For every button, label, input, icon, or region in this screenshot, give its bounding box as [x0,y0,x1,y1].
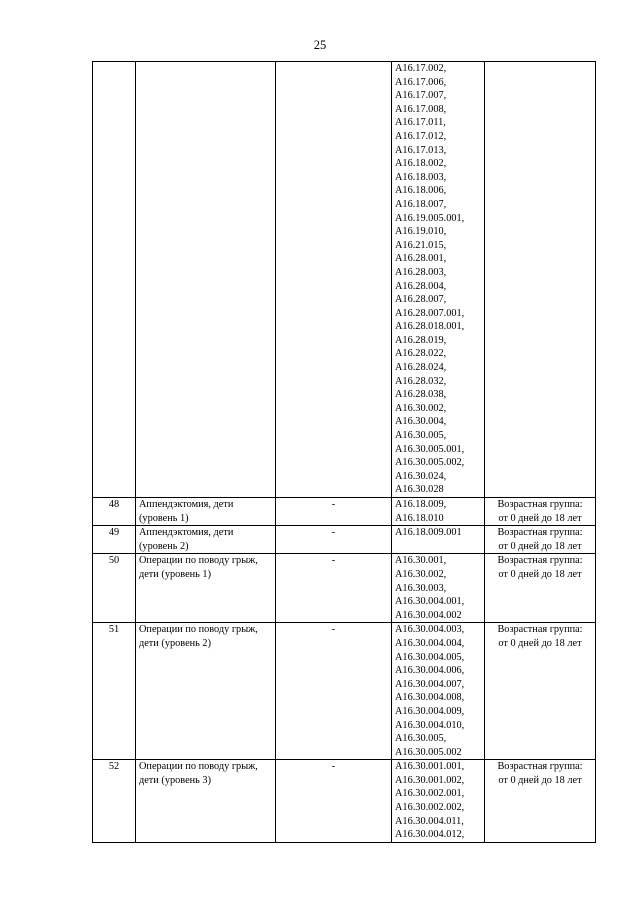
criteria-cell [485,623,596,760]
criteria-line: Возрастная группа: [497,555,583,567]
diagnosis-code-cell [276,760,392,843]
diagnosis-code: - [331,527,336,539]
row-number: 49 [108,527,120,539]
diagnosis-code-cell [276,554,392,623]
table-row [93,554,596,623]
criteria-cell [485,526,596,554]
criteria-line: Возрастная группа: [497,624,583,636]
criteria-line: от 0 дней до 18 лет [498,568,582,580]
service-code: A16.18.007, [395,198,447,210]
diagnosis-code-cell [276,526,392,554]
service-code: A16.30.028 [395,484,444,496]
group-name-cell [136,62,276,498]
service-code: A16.18.006, [395,185,447,197]
service-code: A16.30.003, [395,582,447,594]
service-code: A16.28.007.001, [395,307,465,319]
criteria-cell [485,62,596,498]
group-name-line: Операции по поводу грыж, [139,624,258,636]
service-code: A16.18.009.001 [395,527,462,539]
service-code: A16.30.004.001, [395,596,465,608]
service-codes-cell [392,554,485,623]
diagnosis-code-cell [276,498,392,526]
criteria-line: Возрастная группа: [497,499,583,510]
service-code: A16.30.024, [395,470,447,482]
service-code: A16.28.022, [395,348,447,360]
criteria-line: от 0 дней до 18 лет [498,774,582,786]
table-row [93,498,596,526]
service-code: A16.28.024, [395,362,447,374]
service-code: A16.30.001, [395,555,447,567]
diagnosis-code-cell [276,623,392,760]
service-code: A16.30.005, [395,733,447,745]
service-codes-cell [392,526,485,554]
service-code: A16.28.018.001, [395,321,465,333]
criteria-line: Возрастная группа: [497,527,583,539]
service-code: A16.28.003, [395,266,447,278]
row-number-cell [93,498,136,526]
criteria-cell [485,554,596,623]
service-code: A16.19.010, [395,226,447,238]
service-code: A16.28.001, [395,253,447,265]
service-codes-cell [392,62,485,498]
service-code: A16.19.005.001, [395,212,465,224]
service-code: A16.30.004.002 [395,609,462,621]
service-code: A16.28.032, [395,375,447,387]
service-code: A16.17.012, [395,130,447,142]
row-number: 52 [108,761,120,773]
service-code: A16.28.019, [395,334,447,346]
table-row [93,526,596,554]
diagnosis-code: - [331,555,336,567]
service-code: A16.30.001.001, [395,761,465,773]
criteria-line: от 0 дней до 18 лет [498,540,582,552]
service-code: A16.30.004, [395,416,447,428]
group-name-cell [136,623,276,760]
service-code: A16.30.004.003, [395,624,465,636]
service-code: A16.30.001.002, [395,774,465,786]
service-code: A16.30.002.001, [395,788,465,800]
service-code: A16.18.002, [395,158,447,170]
service-code: A16.17.011, [395,117,446,129]
row-number-cell [93,623,136,760]
group-name-line: Аппендэктомия, дети [139,499,234,510]
service-code: A16.18.010 [395,512,444,524]
criteria-cell [485,760,596,843]
service-code: A16.30.005.002, [395,457,465,469]
diagnosis-code: - [331,499,336,510]
service-codes-cell [392,498,485,526]
service-code: A16.30.004.007, [395,678,465,690]
page-number: 25 [313,38,327,52]
service-codes-cell [392,623,485,760]
service-code: A16.30.004.010, [395,719,465,731]
service-code: A16.30.002.002, [395,802,465,814]
criteria-line: Возрастная группа: [497,761,583,773]
row-number: 48 [108,499,120,510]
row-number-cell [93,760,136,843]
table-row [93,760,596,843]
table-body [93,62,596,843]
service-code: A16.30.002, [395,402,447,414]
criteria-cell [485,498,596,526]
row-number: 51 [108,624,120,636]
service-code: A16.28.038, [395,389,447,401]
service-code: A16.28.004, [395,280,447,292]
group-name-line: дети (уровень 1) [139,568,211,580]
group-name-line: Аппендэктомия, дети [139,527,234,539]
service-code: A16.30.002, [395,568,447,580]
group-name-line: (уровень 1) [139,512,189,524]
service-code: A16.30.004.008, [395,692,465,704]
table-row [93,62,596,498]
service-code: A16.30.005, [395,430,447,442]
service-code: A16.17.013, [395,144,447,156]
service-code: A16.30.005.002 [395,746,462,758]
row-number-cell [93,554,136,623]
service-code: A16.30.004.012, [395,829,465,841]
table-row [93,623,596,760]
diagnosis-code: - [331,761,336,773]
group-name-cell [136,526,276,554]
service-code: A16.17.007, [395,90,447,102]
group-name-cell [136,760,276,843]
service-code: A16.17.006, [395,76,447,88]
service-code: A16.30.004.005, [395,651,465,663]
service-code: A16.30.004.004, [395,637,465,649]
criteria-line: от 0 дней до 18 лет [498,512,582,524]
row-number-cell [93,526,136,554]
group-name-cell [136,498,276,526]
service-code: A16.28.007, [395,294,447,306]
group-name-line: дети (уровень 2) [139,637,211,649]
diagnosis-code-cell [276,62,392,498]
service-code: A16.30.004.009, [395,705,465,717]
service-code: A16.30.005.001, [395,443,465,455]
procedures-table [92,61,596,843]
group-name-cell [136,554,276,623]
criteria-line: от 0 дней до 18 лет [498,637,582,649]
row-number: 50 [108,555,120,567]
service-code: A16.30.004.011, [395,815,464,827]
group-name-line: дети (уровень 3) [139,774,211,786]
group-name-line: (уровень 2) [139,540,189,552]
service-code: A16.17.002, [395,63,447,74]
service-code: A16.30.004.006, [395,665,465,677]
service-code: A16.21.015, [395,239,447,251]
service-code: A16.18.003, [395,171,447,183]
diagnosis-code: - [331,624,336,636]
service-codes-cell [392,760,485,843]
service-code: A16.18.009, [395,499,447,510]
row-number-cell [93,62,136,498]
group-name-line: Операции по поводу грыж, [139,761,258,773]
service-code: A16.17.008, [395,103,447,115]
group-name-line: Операции по поводу грыж, [139,555,258,567]
